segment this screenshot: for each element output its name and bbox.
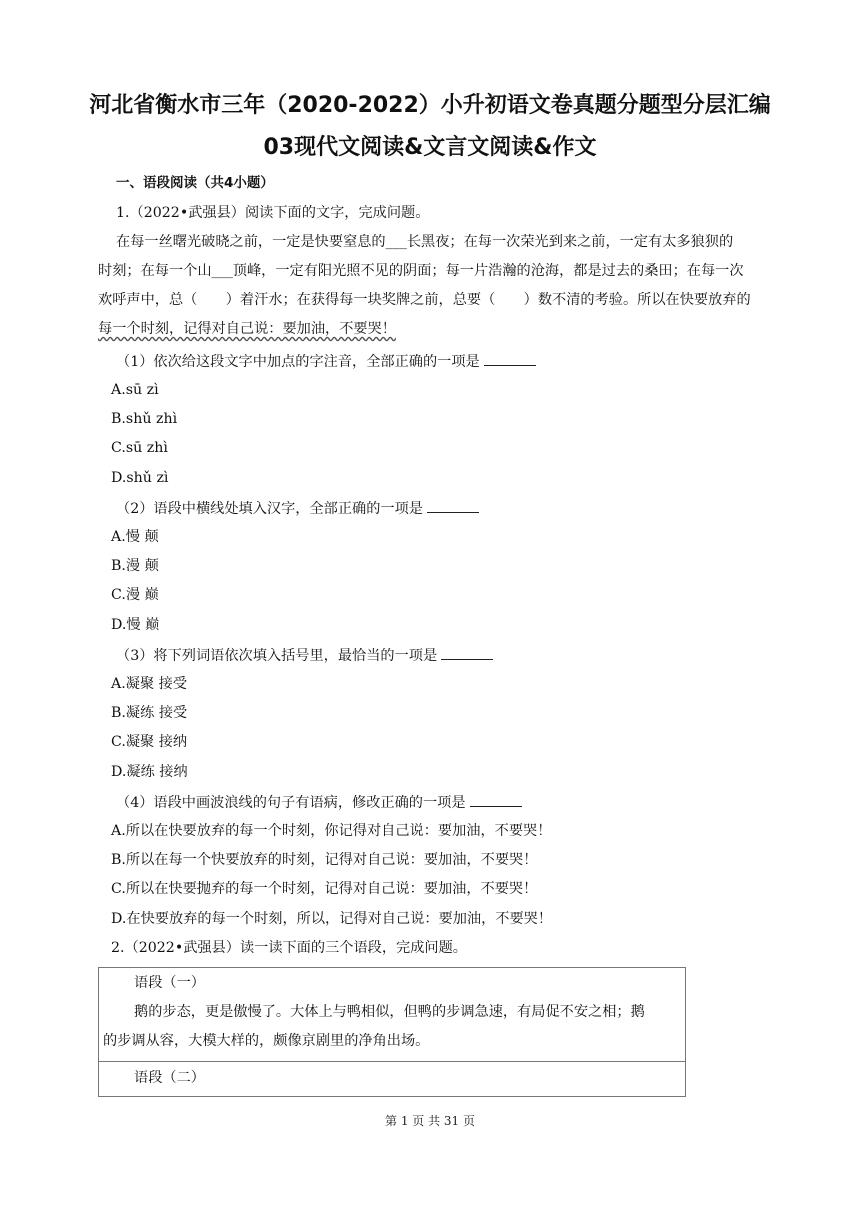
sub-question-4 <box>116 792 522 812</box>
box-divider <box>99 1061 685 1062</box>
document-title-line2: 03现代文阅读&文言文阅读&作文 <box>263 135 597 160</box>
sub-question-1-prompt: （1）依次给这段文字中加点的字注音，全部正确的一项是 <box>116 354 480 370</box>
answer-blank <box>484 351 536 366</box>
option-3d: D.凝练 接纳 <box>111 764 188 780</box>
option-2b: B.漫 颠 <box>111 558 159 574</box>
page-footer: 第 1 页 共 31 页 <box>385 1114 475 1128</box>
option-2d: D.慢 巅 <box>111 617 160 633</box>
option-4b: B.所以在每一个快要放弃的时刻，记得对自己说：要加油，不要哭！ <box>111 852 538 868</box>
document-title-line1: 河北省衡水市三年（2020-2022）小升初语文卷真题分题型分层汇编 <box>89 93 771 118</box>
option-4c: C.所以在快要抛弃的每一个时刻，记得对自己说：要加油，不要哭！ <box>111 881 538 897</box>
option-1b: B.shǔ zhì <box>111 411 178 427</box>
passage-box-line-2: 的步调从容，大模大样的，颇像京剧里的净角出场。 <box>103 1033 430 1049</box>
option-1c: C.sū zhì <box>111 440 168 456</box>
passage-box-line-1: 鹅的步态，更是傲慢了。大体上与鸭相似，但鸭的步调急速，有局促不安之相；鹅 <box>134 1004 645 1020</box>
passage-line-3: 欢呼声中，总（ ）着汗水；在获得每一块奖牌之前，总要（ ）数不清的考验。所以在快要放弃的 <box>98 292 751 308</box>
passage-line-1: 在每一丝曙光破晓之前，一定是快要窒息的___长黑夜；在每一次荣光到来之前，一定有太多狼狈的 <box>116 234 734 250</box>
answer-blank <box>441 645 493 660</box>
option-1a: A.sū zì <box>111 382 159 398</box>
sub-question-3-prompt: （3）将下列词语依次填入括号里，最恰当的一项是 <box>116 648 438 664</box>
answer-blank <box>470 792 522 807</box>
passage-label-2: 语段（二） <box>134 1070 205 1086</box>
sub-question-4-prompt: （4）语段中画波浪线的句子有语病，修改正确的一项是 <box>116 795 466 811</box>
option-2a: A.慢 颠 <box>111 529 159 545</box>
reading-passage-box <box>98 967 686 1097</box>
passage-label-1: 语段（一） <box>134 975 205 991</box>
sub-question-1 <box>116 351 536 371</box>
passage-line-4-wavy: 每一个时刻，记得对自己说：要加油，不要哭！ <box>98 321 396 337</box>
option-3a: A.凝聚 接受 <box>111 676 188 692</box>
option-4a: A.所以在快要放弃的每一个时刻，你记得对自己说：要加油，不要哭！ <box>111 823 552 839</box>
option-4d: D.在快要放弃的每一个时刻，所以，记得对自己说：要加油，不要哭！ <box>111 911 553 927</box>
sub-question-2 <box>116 498 479 518</box>
sub-question-3 <box>116 645 493 665</box>
option-1d: D.shǔ zì <box>111 470 169 486</box>
option-3c: C.凝聚 接纳 <box>111 734 188 750</box>
passage-line-2: 时刻；在每一个山___顶峰，一定有阳光照不见的阴面；每一片浩瀚的沧海，都是过去的桑田；在每一次 <box>98 263 744 279</box>
question-1-stem: 1.（2022•武强县）阅读下面的文字，完成问题。 <box>116 205 430 221</box>
question-2-stem: 2.（2022•武强县）读一读下面的三个语段，完成问题。 <box>111 940 467 956</box>
sub-question-2-prompt: （2）语段中横线处填入汉字，全部正确的一项是 <box>116 501 423 517</box>
option-2c: C.漫 巅 <box>111 587 159 603</box>
answer-blank <box>427 498 479 513</box>
section-heading: 一、语段阅读（共4小题） <box>116 175 274 191</box>
option-3b: B.凝练 接受 <box>111 705 188 721</box>
